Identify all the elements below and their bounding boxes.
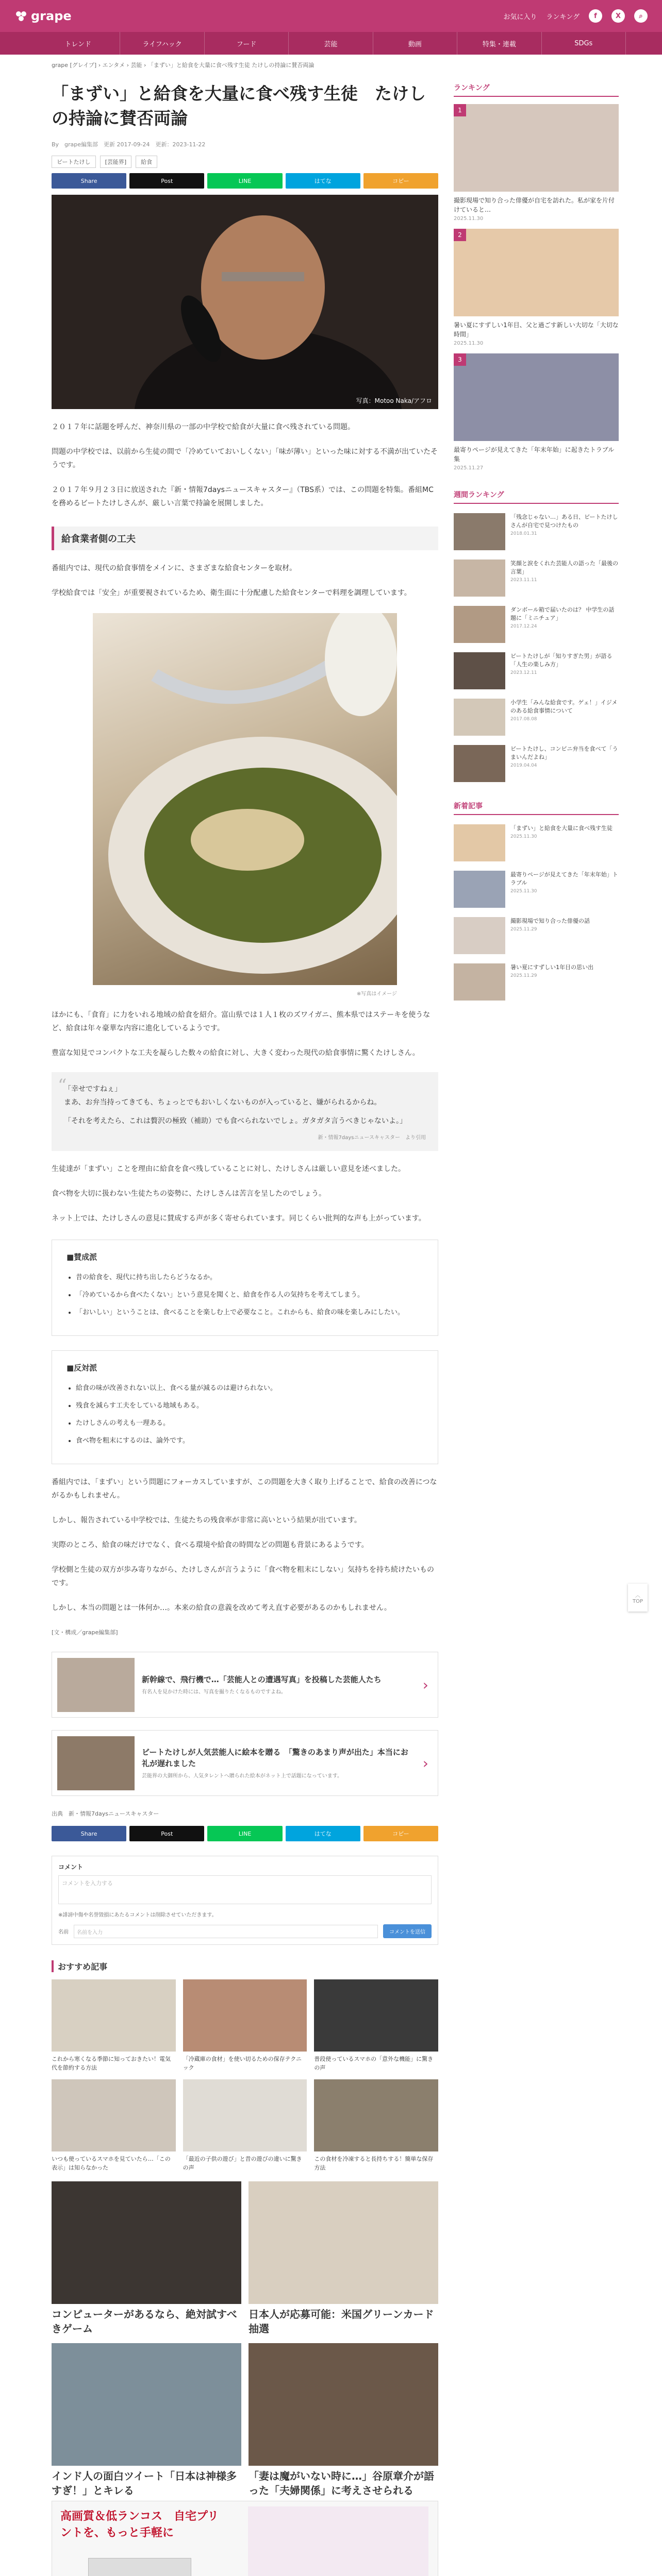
sponsored-thumb <box>52 2181 241 2304</box>
x-share-button[interactable]: Post <box>129 173 204 189</box>
food-image <box>93 613 397 985</box>
recommend-grid <box>52 1979 438 2172</box>
new-date: 2025.11.30 <box>510 834 537 839</box>
paragraph: 豊富な知見でコンパクトな工夫を凝らした数々の給食に対し、大きく変わった現代の給食事情に驚くたけしさん。 <box>52 1049 420 1057</box>
quote-source: 新・情報7daysニュースキャスター より引用 <box>318 1135 426 1141</box>
new-date: 2025.11.30 <box>510 889 537 894</box>
photo-school-lunch <box>93 613 397 985</box>
category-nav <box>0 32 662 55</box>
popular-date: 2018.01.31 <box>510 531 537 536</box>
copy-link-button[interactable]: コピー <box>363 1826 438 1841</box>
rank-number: 3 <box>454 353 466 366</box>
opinion-heading: ■賛成派 <box>67 1252 97 1262</box>
nav-item-entertainment[interactable]: 芸能 <box>289 32 373 55</box>
paragraph: ネット上では、たけしさんの意見に賛成する声が多く寄せられています。同じくらい批判的な声も上がっています。 <box>52 1214 426 1223</box>
article-title: 「まずい」と給食を大量に食べ残す生徒 たけしの持論に賛否両論 <box>52 83 426 128</box>
tag-school-lunch[interactable]: 給食 <box>136 156 157 168</box>
popular-thumb <box>454 745 505 782</box>
popular-item[interactable] <box>454 652 619 689</box>
comment-textarea[interactable]: コメントを入力する <box>58 1875 432 1904</box>
opinion-item: • 食べ物を粗末にするのは、論外です。 <box>76 1435 423 1447</box>
nav-item-lifehack[interactable]: ライフハック <box>120 32 204 55</box>
hero-caption: 写真：Motoo Naka/アフロ <box>356 397 432 404</box>
ad-text: 高画質＆低ランコス 自宅プリントを、もっと手軽に <box>60 2510 219 2539</box>
breadcrumb[interactable]: grape [グレイプ] › エンタメ › 芸能 › 「まずい」と給食を大量に食べ残す生徒 たけしの持論に賛否両論 <box>52 62 315 69</box>
popular-item[interactable] <box>454 699 619 736</box>
opinion-item: • たけしさんの考えも一理ある。 <box>76 1417 423 1430</box>
recommend-caption: これから寒くなる季節に知っておきたい！電気代を節約する方法 <box>52 2056 171 2071</box>
search-icon[interactable]: ⌕ <box>634 9 648 23</box>
quote-text: 「それを考えたら、これは贅沢の極致（補助）でも食べられないでしょ。ガタガタ言うべきじゃないよ。」 <box>64 1117 407 1125</box>
recommend-thumb <box>314 2079 438 2151</box>
quote-mark-icon: “ <box>58 1075 67 1096</box>
new-item[interactable] <box>454 917 619 954</box>
share-bar-bottom <box>52 1826 438 1841</box>
recommend-card[interactable] <box>183 2079 307 2172</box>
back-to-top-button[interactable] <box>628 1584 648 1612</box>
line-share-button[interactable]: LINE <box>207 173 282 189</box>
new-title: 暑い夏にすずしい1年目の思い出 <box>510 964 594 971</box>
facebook-icon[interactable]: f <box>589 9 602 23</box>
opinion-item: • 「冷めているから食べたくない」という意見を聞くと、給食を作る人の気持ちを考えてしまう。 <box>76 1289 423 1301</box>
paragraph: 問題の中学校では、以前から生徒の間で「冷めていておいしくない」「味が薄い」といった味に対する不満が出ていたそうです。 <box>52 448 438 469</box>
recommend-caption: この食材を冷凍すると長持ちする！簡単な保存方法 <box>314 2156 434 2171</box>
back-to-top-label: TOP <box>632 1599 643 1604</box>
byline: [文・構成／grape編集部] <box>52 1629 118 1636</box>
photo-takeshi <box>52 195 438 409</box>
recommend-caption: いつも使っているスマホを見ていたら…「この表示」は知らなかった <box>52 2156 171 2171</box>
sponsored-thumb <box>52 2343 241 2466</box>
popular-thumb <box>454 606 505 643</box>
sponsored-caption: 日本人が応募可能：米国グリーンカード抽選 <box>249 2308 434 2335</box>
ranking-link[interactable]: ランキング <box>546 13 580 21</box>
recommend-card[interactable] <box>314 1979 438 2072</box>
popular-date: 2023.11.11 <box>510 578 537 583</box>
hatena-share-button[interactable]: はてな <box>286 173 360 189</box>
paragraph: ２０１７年９月２３日に放送された『新・情報7daysニュースキャスター』（TBS系）では、この問題を特集。番組MCを務めるビートたけしさんが、厳しい言葉で持論を展開しました。 <box>52 486 434 507</box>
facebook-share-button[interactable]: Share <box>52 173 126 189</box>
ranking-thumb <box>454 229 619 316</box>
opinion-item: • 「おいしい」ということは、食べることを楽しむ上で必要なこと。これからも、給食の味を楽しみにしたい。 <box>76 1307 423 1319</box>
recommend-thumb <box>52 2079 176 2151</box>
recommend-thumb <box>183 1979 307 2052</box>
tag-beat-takeshi[interactable]: ビートたけし <box>52 156 96 168</box>
ranking-title: 最寄りページが見えてきた「年末年始」に起きたトラブル集 <box>454 446 615 463</box>
popular-thumb <box>454 560 505 597</box>
copy-link-button[interactable]: コピー <box>363 173 438 189</box>
popular-title: ビートたけし、コンビニ弁当を食べて「うまいんだよね」 <box>510 745 618 760</box>
grape-logo-icon <box>14 9 28 23</box>
new-item[interactable] <box>454 824 619 861</box>
opinion-box-pro <box>52 1240 438 1336</box>
new-title: 最寄りページが見えてきた「年末年始」トラブル <box>510 871 618 886</box>
sidebar <box>454 55 619 1001</box>
related-title: 新幹線で、飛行機で…「芸能人との遭遇写真」を投稿した芸能人たち <box>142 1674 382 1684</box>
chevron-up-icon: ︿ <box>635 1593 640 1599</box>
sponsored-caption: コンピューターがあるなら、絶対試すべきゲーム <box>52 2308 237 2335</box>
nav-item-trend[interactable]: トレンド <box>36 32 120 55</box>
popular-item[interactable] <box>454 560 619 597</box>
nav-item-food[interactable]: フード <box>205 32 289 55</box>
x-icon[interactable]: X <box>611 9 625 23</box>
chevron-right-icon: › <box>422 1754 428 1772</box>
recommend-card[interactable] <box>52 1979 176 2072</box>
ranking-item[interactable] <box>454 104 619 222</box>
new-heading: 新着記事 <box>454 801 619 815</box>
popular-thumb <box>454 652 505 689</box>
paragraph: しかし、報告されている中学校では、生徒たちの残食率が非常に高いという結果が出ています。 <box>52 1516 361 1524</box>
comment-form <box>52 1856 438 1945</box>
quote-block <box>52 1072 438 1151</box>
submit-comment-button[interactable]: コメントを送信 <box>383 1924 432 1938</box>
new-item[interactable] <box>454 871 619 908</box>
popular-item[interactable] <box>454 606 619 643</box>
new-item[interactable] <box>454 963 619 1001</box>
ranking-heading: ランキング <box>454 82 619 97</box>
ranking-thumb <box>454 104 619 192</box>
recommend-caption: 普段使っているスマホの「意外な機能」に驚きの声 <box>314 2056 434 2071</box>
popular-title: 笑顔と涙をくれた芸能人の語った「最後の言葉」 <box>510 560 618 575</box>
related-desc: 有名人を見かけた時には、写真を撮りたくなるものですよね。 <box>142 1689 286 1695</box>
related-desc: 芸能界の大御所から、人気タレントへ贈られた絵本がネット上で話題になっています。 <box>142 1773 342 1779</box>
new-thumb <box>454 871 505 908</box>
site-logo[interactable]: grape <box>14 9 72 23</box>
share-bar-top <box>52 173 438 189</box>
popular-thumb <box>454 699 505 736</box>
related-thumbnail <box>57 1658 135 1712</box>
new-title: 撮影現場で知り合った俳優の話 <box>510 918 590 924</box>
recommend-caption: 「最近の子供の遊び」と昔の遊びの違いに驚きの声 <box>183 2156 302 2171</box>
recommend-caption: 「冷蔵庫の食材」を使い切るための保存テクニック <box>183 2056 302 2071</box>
recommend-thumb <box>183 2079 307 2151</box>
name-input[interactable]: 名前を入力 <box>74 1925 378 1938</box>
section-heading: 給食業者側の工夫 <box>52 527 438 550</box>
article-meta: By grape編集部 更新 2017-09-24 更新：2023-11-22 <box>52 141 206 148</box>
paragraph: 学校側と生徒の双方が歩み寄りながら、たけしさんが言うように「食べ物を粗末にしない」気持ちを持ち続けたいものです。 <box>52 1566 434 1587</box>
nav-item-sdgs[interactable]: SDGs <box>542 32 626 55</box>
sponsored-card[interactable] <box>52 2343 241 2498</box>
recommend-thumb <box>52 1979 176 2052</box>
related-title: ビートたけしが人気芸能人に絵本を贈る 「驚きのあまり声が出た」本当にお礼が遅れました <box>142 1747 408 1768</box>
new-title: 「まずい」と給食を大量に食べ残す生徒 <box>510 825 613 832</box>
ranking-date: 2025.11.27 <box>454 465 484 471</box>
rank-number: 1 <box>454 104 466 116</box>
comment-title: コメント <box>58 1863 84 1871</box>
opinion-item: • 昔の給食を、現代に持ち出したらどうなるか。 <box>76 1272 423 1284</box>
new-date: 2025.11.29 <box>510 973 537 978</box>
recommend-heading: おすすめ記事 <box>52 1960 438 1972</box>
sponsored-card[interactable] <box>249 2181 438 2336</box>
paragraph: 生徒達が「まずい」ことを理由に給食を食べ残していることに対し、たけしさんは厳しい意見を述べました。 <box>52 1165 405 1173</box>
sponsored-card[interactable] <box>52 2181 241 2336</box>
hatena-share-button[interactable]: はてな <box>286 1826 360 1841</box>
related-article-card[interactable] <box>52 1652 438 1718</box>
recommend-card[interactable] <box>52 2079 176 2172</box>
ranking-thumb <box>454 353 619 441</box>
quote-text: 「幸せですねぇ」 まあ、お弁当持ってきても、ちょっとでもおいしくないものが入っていると、嫌がられるからね。 <box>64 1085 382 1107</box>
popular-thumb <box>454 513 505 550</box>
advertisement[interactable] <box>52 2501 438 2576</box>
ranking-title: 撮影現場で知り合った俳優が自宅を訪れた。私が家を片付けていると… <box>454 197 615 213</box>
popular-title: 「残念じゃない…」ある日、ビートたけしさんが自宅で見つけたもの <box>510 514 618 529</box>
paragraph: 番組内では、「まずい」という問題にフォーカスしていますが、この問題を大きく取り上げることで、給食の改善につながるかもしれません。 <box>52 1478 437 1500</box>
tag-entertainment[interactable]: [芸能界] <box>100 156 132 168</box>
new-thumb <box>454 917 505 954</box>
line-share-button[interactable]: LINE <box>207 1826 282 1841</box>
food-caption: ※写真はイメージ <box>356 991 397 997</box>
recommend-thumb <box>314 1979 438 2052</box>
ranking-title: 暑い夏にすずしい1年目、父と過ごす新しい大切な「大切な時間」 <box>454 321 619 338</box>
favorites-link[interactable]: お気に入り <box>503 13 537 21</box>
sponsored-card[interactable] <box>249 2343 438 2498</box>
opinion-heading: ■反対派 <box>67 1363 97 1372</box>
popular-item[interactable] <box>454 513 619 550</box>
sponsored-caption: インド人の面白ツイート「日本は神様多すぎ！」とキレる <box>52 2470 237 2497</box>
ad-illustration <box>248 2506 428 2576</box>
ranking-item[interactable] <box>454 353 619 471</box>
popular-date: 2017.08.08 <box>510 717 537 722</box>
opinion-box-con <box>52 1350 438 1464</box>
site-header <box>0 0 662 32</box>
nav-item-features[interactable]: 特集・連載 <box>457 32 541 55</box>
x-share-button[interactable]: Post <box>129 1826 204 1841</box>
paragraph: ほかにも、「食育」に力をいれる地域の給食を紹介。富山県では１人１枚のズワイガニ、熊本県ではステーキを使うなど、給食は年々豪華な内容に進化しているようです。 <box>52 1011 431 1032</box>
recommend-card[interactable] <box>314 2079 438 2172</box>
sponsored-thumb <box>249 2181 438 2304</box>
popular-item[interactable] <box>454 745 619 782</box>
new-thumb <box>454 963 505 1001</box>
opinion-item: • 残食を減らす工夫をしている地域もある。 <box>76 1400 423 1412</box>
article-main <box>52 55 438 2576</box>
nav-item-video[interactable]: 動画 <box>373 32 457 55</box>
opinion-item: • 給食の味が改善されない以上、食べる量が減るのは避けられない。 <box>76 1382 423 1395</box>
rank-number: 2 <box>454 229 466 241</box>
related-thumbnail <box>57 1736 135 1790</box>
popular-title: ビートたけしが「知りすぎた男」が語る「人生の楽しみ方」 <box>510 653 613 668</box>
sponsored-thumb <box>249 2343 438 2466</box>
recommend-card[interactable] <box>183 1979 307 2072</box>
new-date: 2025.11.29 <box>510 927 537 932</box>
comment-note: ※誹謗中傷や名誉毀損にあたるコメントは削除させていただきます。 <box>58 1912 217 1918</box>
facebook-share-button[interactable]: Share <box>52 1826 126 1841</box>
popular-title: ダンボール箱で届いたのは？ 中学生の話題に「ミニチュア」 <box>510 606 615 621</box>
paragraph: しかし、本当の問題とは一体何か…。本来の給食の意義を改めて考え直す必要があるのかもしれません。 <box>52 1604 391 1612</box>
paragraph: ２０１７年に話題を呼んだ、神奈川県の一部の中学校で給食が大量に食べ残されている問題。 <box>52 423 355 431</box>
hero-image <box>52 195 438 409</box>
popular-title: 小学生「みんな給食です。ゲェ！」イジメのある給食事情について <box>510 699 618 714</box>
popular-heading: 週間ランキング <box>454 489 619 504</box>
sponsored-caption: 「妻は魔がいない時に…」谷原章介が語った「夫婦関係」に考えさせられる <box>249 2470 434 2497</box>
name-label: 名前 <box>58 1929 69 1935</box>
paragraph: 食べ物を大切に扱わない生徒たちの姿勢に、たけしさんは苦言を呈したのでしょう。 <box>52 1190 326 1198</box>
ranking-item[interactable] <box>454 229 619 346</box>
paragraph: 学校給食では「安全」が重要視されているため、衛生面に十分配慮した給食センターで料理を調理しています。 <box>52 589 411 597</box>
popular-date: 2019.04.04 <box>510 763 537 768</box>
new-thumb <box>454 824 505 861</box>
paragraph: 番組内では、現代の給食事情をメインに、さまざまな給食センターを取材。 <box>52 564 297 572</box>
sponsored-grid <box>52 2181 438 2498</box>
printer-image <box>88 2558 191 2576</box>
source-line: 出典 新・情報7daysニュースキャスター <box>52 1810 159 1817</box>
ranking-date: 2025.11.30 <box>454 216 484 222</box>
popular-date: 2017.12.24 <box>510 624 537 629</box>
related-article-card[interactable] <box>52 1730 438 1796</box>
ranking-date: 2025.11.30 <box>454 341 484 346</box>
popular-date: 2023.12.11 <box>510 670 537 675</box>
chevron-right-icon: › <box>422 1676 428 1693</box>
paragraph: 実際のところ、給食の味だけでなく、食べる環境や給食の時間などの問題も背景にあるようです。 <box>52 1541 369 1549</box>
